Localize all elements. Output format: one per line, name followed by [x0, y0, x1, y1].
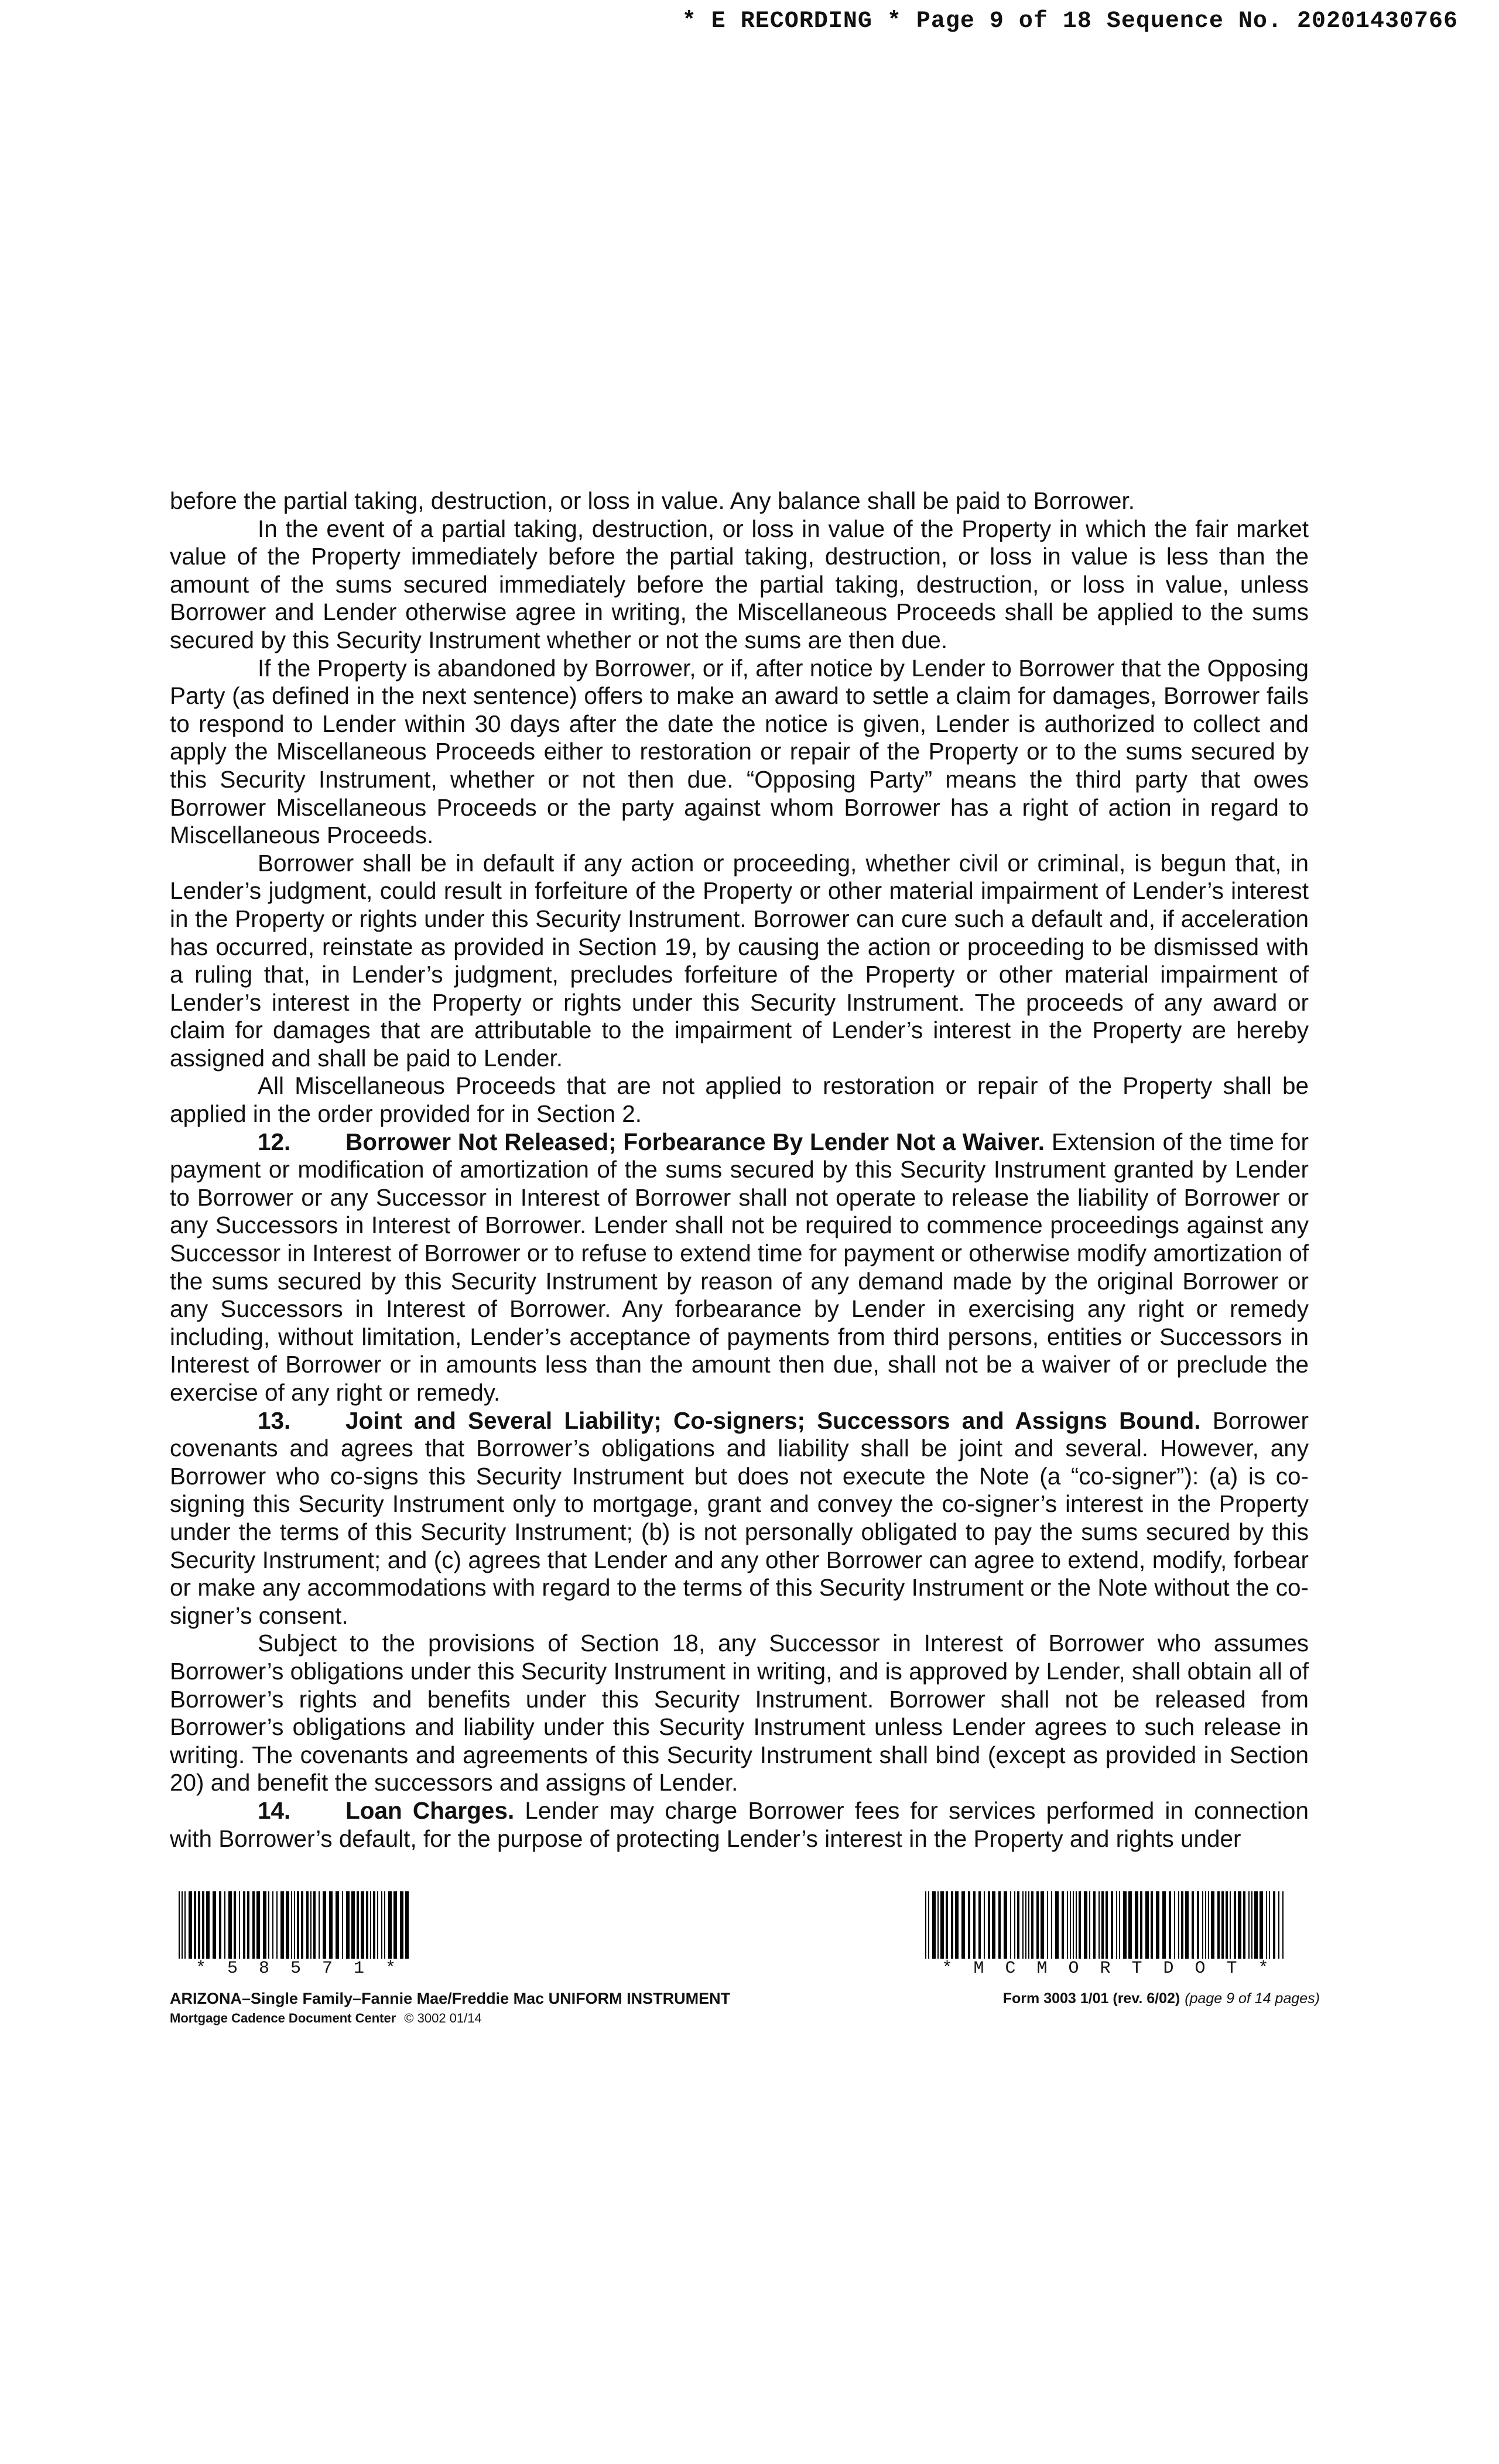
barcode-bar [1017, 1891, 1019, 1959]
section-12 [170, 1128, 1309, 1407]
barcode-bar [961, 1891, 965, 1959]
barcode-bar [1022, 1891, 1024, 1959]
barcode-bar [224, 1891, 225, 1959]
section-number: 14. [258, 1796, 291, 1824]
barcode-bar [940, 1891, 944, 1959]
barcode-bar [182, 1891, 183, 1959]
barcode-bar [955, 1891, 959, 1959]
barcode-bar [313, 1891, 316, 1959]
barcode-bar [294, 1891, 295, 1959]
section-title: Joint and Several Liability; Co-signers; Successors and Assigns Bound. [345, 1406, 1201, 1434]
barcode-bar [1248, 1891, 1250, 1959]
barcode-bar [1151, 1891, 1153, 1959]
barcode-bar [1093, 1891, 1096, 1959]
barcode-bar [1273, 1891, 1275, 1959]
document-center [170, 2009, 730, 2028]
barcode-bar [252, 1891, 255, 1959]
section-title: Loan Charges. [345, 1796, 515, 1824]
barcode-bar [1031, 1891, 1033, 1959]
barcode-bar [1135, 1891, 1138, 1959]
barcode-bar [377, 1891, 378, 1959]
barcode-bar [1208, 1891, 1209, 1959]
barcode-bar [381, 1891, 382, 1959]
barcode-bar [228, 1891, 232, 1959]
barcode-bar [968, 1891, 970, 1959]
paragraph: All Miscellaneous Proceeds that are not applied to restoration or repair of the Property shall be applied in the order provided for in Section 2. [170, 1072, 1309, 1128]
section-14 [170, 1797, 1309, 1853]
barcode-bar [202, 1891, 204, 1959]
paragraph: In the event of a partial taking, destruction, or loss in value of the Property in which the fair market value of the Property immediately before the partial taking, destruction, or loss in value is less than the amount of the sums secured immediately before the partial taking, destruction, or loss in value, unless Borrower and Lender otherwise agree in writing, the Miscellaneous Proceeds shall be applied to the sums secured by this Security Instrument whether or not the sums are then due. [170, 515, 1309, 653]
barcode-bar [184, 1891, 186, 1959]
barcode-bar [992, 1891, 995, 1959]
section-title: Borrower Not Released; Forbearance By Lender Not a Waiver. [345, 1128, 1045, 1155]
section-text: Borrower covenants and agrees that Borrower’s obligations and liability shall be joint and several. However, any Borrower who co-signs this Security Instrument but does not execute the Note (a “co-signer”): (a) is co-signing this Security Instrument only to mortgage, grant and convey the co-signer’s interest in the Property under the terms of this Security Instrument; (b) is not personally obligated to pay the sums secured by this Security Instrument; and (c) agrees that Lender and any other Borrower can agree to extend, modify, forbear or make any accommodations with regard to the terms of this Security Instrument or the Note without the co-signer’s consent. [170, 1406, 1309, 1629]
barcode-bar [247, 1891, 249, 1959]
document-body [170, 487, 1309, 1853]
barcode-bar [1098, 1891, 1100, 1959]
barcode-icon [179, 1891, 413, 1959]
barcode-bar [988, 1891, 990, 1959]
barcode-bar [1178, 1891, 1179, 1959]
barcode-bar [1202, 1891, 1203, 1959]
barcode-bar [1221, 1891, 1224, 1959]
section-number: 12. [258, 1128, 291, 1155]
barcode-bar [393, 1891, 397, 1959]
barcode-bar [1089, 1891, 1090, 1959]
barcode-bar [323, 1891, 326, 1959]
barcode-bar [1047, 1891, 1048, 1959]
barcode-bar [1181, 1891, 1183, 1959]
barcode-bar [272, 1891, 273, 1959]
barcode-bar [1260, 1891, 1263, 1959]
barcode-right [925, 1891, 1285, 1979]
page-indicator: (page 9 of 14 pages) [1185, 1990, 1320, 2007]
barcode-bar [937, 1891, 939, 1959]
barcode-bar [1145, 1891, 1149, 1959]
barcode-bar [357, 1891, 359, 1959]
barcode-bar [1106, 1891, 1108, 1959]
barcode-bar [1197, 1891, 1199, 1959]
barcode-bar [1010, 1891, 1011, 1959]
barcode-bar [928, 1891, 929, 1959]
barcode-bar [297, 1891, 299, 1959]
barcode-bar [370, 1891, 371, 1959]
barcode-bar [1014, 1891, 1015, 1959]
barcode-bar [932, 1891, 936, 1959]
barcode-bar [1036, 1891, 1039, 1959]
barcode-bar [1101, 1891, 1104, 1959]
barcode-bar [1055, 1891, 1059, 1959]
barcode-bar [946, 1891, 948, 1959]
barcode-bar [1169, 1891, 1171, 1959]
barcode-bar [978, 1891, 981, 1959]
barcode-bar [1062, 1891, 1064, 1959]
barcode-bar [1116, 1891, 1117, 1959]
barcode-bar [263, 1891, 266, 1959]
barcode-bar [306, 1891, 309, 1959]
barcode-bar [1174, 1891, 1175, 1959]
barcode-bar [1073, 1891, 1074, 1959]
barcode-bar [179, 1891, 180, 1959]
barcode-bar [336, 1891, 339, 1959]
barcode-bar [1185, 1891, 1189, 1959]
barcode-left [179, 1891, 413, 1979]
barcode-bar [268, 1891, 269, 1959]
section-13 [170, 1407, 1309, 1630]
barcode-bar [1192, 1891, 1194, 1959]
copyright: © 3002 01/14 [404, 2011, 482, 2025]
barcode-bar [219, 1891, 221, 1959]
barcode-bar [329, 1891, 333, 1959]
barcode-bar [998, 1891, 1001, 1959]
barcode-bar [1282, 1891, 1284, 1959]
barcode-bar [1243, 1891, 1245, 1959]
barcode-bar [234, 1891, 236, 1959]
barcode-left-text: * 5 8 5 7 1 * [195, 1959, 396, 1979]
barcode-bar [1205, 1891, 1206, 1959]
barcode-bar [1217, 1891, 1220, 1959]
barcode-bar [400, 1891, 403, 1959]
barcode-bar [198, 1891, 200, 1959]
form-number: Form 3003 1/01 (rev. 6/02) [1002, 1990, 1180, 2007]
barcode-bar [1162, 1891, 1166, 1959]
barcode-bar [239, 1891, 240, 1959]
barcode-bar [1269, 1891, 1270, 1959]
paragraph: If the Property is abandoned by Borrower, or if, after notice by Lender to Borrower that the Opposing Party (as defined in the next sentence) offers to make an award to settle a claim for damages, Borrower fails to respond to Lender within 30 days after the date the notice is given, Lender is authorized to collect and apply the Miscellaneous Proceeds either to restoration or repair of the Property or to the sums secured by this Security Instrument, whether or not then due. “Opposing Party” means the third party that owes Borrower Miscellaneous Proceeds or the party against whom Borrower has a right of action in regard to Miscellaneous Proceeds. [170, 654, 1309, 849]
section-text: Lender may charge Borrower fees for services performed in connection with Borrower’s default, for the purpose of protecting Lender’s interest in the Property and rights under [170, 1796, 1309, 1852]
barcode-bar [1156, 1891, 1159, 1959]
barcode-bar [1111, 1891, 1113, 1959]
barcode-bar [361, 1891, 364, 1959]
barcode-bar [346, 1891, 350, 1959]
barcode-bar [1278, 1891, 1279, 1959]
barcode-bar [1266, 1891, 1267, 1959]
barcode-bar [366, 1891, 368, 1959]
footer-left [170, 1988, 730, 2028]
footer-right [1003, 1988, 1320, 2009]
barcode-bar [1128, 1891, 1132, 1959]
barcode-bar [213, 1891, 216, 1959]
barcode-bar [1211, 1891, 1214, 1959]
barcode-bar [1119, 1891, 1120, 1959]
barcode-bar [1251, 1891, 1252, 1959]
barcode-bar [388, 1891, 392, 1959]
barcode-bar [925, 1891, 926, 1959]
barcode-bar [973, 1891, 976, 1959]
form-title: ARIZONA–Single Family–Fannie Mae/Freddie Mac UNIFORM INSTRUMENT [170, 1990, 731, 2007]
barcode-bar [310, 1891, 312, 1959]
barcode-bar [351, 1891, 355, 1959]
barcode-bar [405, 1891, 409, 1959]
barcode-bar [1234, 1891, 1236, 1959]
barcode-bar [1076, 1891, 1077, 1959]
barcode-bar [286, 1891, 289, 1959]
barcode-bar [243, 1891, 245, 1959]
barcode-bar [301, 1891, 303, 1959]
paragraph: Subject to the provisions of Section 18, any Successor in Interest of Borrower who assumes Borrower’s obligations under this Security Instrument in writing, and is approved by Lender, shall obtain all of Borrower’s rights and benefits under this Security Instrument. Borrower shall not be released from Borrower’s obligations and liability under this Security Instrument unless Lender agrees to such release in writing. The covenants and agreements of this Security Instrument shall bind (except as provided in Section 20) and benefit the successors and assigns of Lender. [170, 1630, 1309, 1796]
barcode-bar [276, 1891, 278, 1959]
barcode-bar [1004, 1891, 1007, 1959]
barcode-right-text: * M C M O R T D O T * [942, 1959, 1269, 1979]
barcode-bar [1025, 1891, 1026, 1959]
barcode-bar [1123, 1891, 1127, 1959]
barcode-bar [1084, 1891, 1087, 1959]
barcode-bar [1226, 1891, 1228, 1959]
barcode-bar [1028, 1891, 1029, 1959]
recording-header: * E RECORDING * Page 9 of 18 Sequence No. 20201430766 [682, 8, 1458, 35]
barcode-bar [206, 1891, 210, 1959]
document-center-name: Mortgage Cadence Document Center [170, 2011, 396, 2025]
barcode-bar [280, 1891, 284, 1959]
barcode-bar [1079, 1891, 1081, 1959]
barcode-bar [1041, 1891, 1044, 1959]
paragraph: Borrower shall be in default if any action or proceeding, whether civil or criminal, is begun that, in Lender’s judgment, could result in forfeiture of the Property or other material impairment of Lender’s interest in the Property or rights under this Security Instrument. Borrower can cure such a default and, if acceleration has occurred, reinstate as provided in Section 19, by causing the action or proceeding to be dismissed with a ruling that, in Lender’s judgment, precludes forfeiture of the Property or other material impairment of Lender’s interest in the Property or rights under this Security Instrument. The proceeds of any award or claim for damages that are attributable to the impairment of Lender’s interest in the Property are hereby assigned and shall be paid to Lender. [170, 849, 1309, 1072]
barcode-icon [925, 1891, 1285, 1959]
section-number: 13. [258, 1406, 291, 1434]
barcode-bar [384, 1891, 385, 1959]
barcode-bar [1254, 1891, 1258, 1959]
paragraph: before the partial taking, destruction, or loss in value. Any balance shall be paid to Borrower. [170, 487, 1135, 514]
barcode-bar [1051, 1891, 1052, 1959]
barcode-bar [373, 1891, 375, 1959]
barcode-bar [291, 1891, 292, 1959]
barcode-bar [189, 1891, 192, 1959]
barcode-bar [984, 1891, 985, 1959]
section-text: Extension of the time for payment or modification of amortization of the sums secured by this Security Instrument granted by Lender to Borrower or any Successor in Interest of Borrower shall not operate to release the liability of Borrower or any Successors in Interest of Borrower. Lender shall not be required to commence proceedings against any Successor in Interest of Borrower or to refuse to extend time for payment or otherwise modify amortization of the sums secured by this Security Instrument by reason of any demand made by the original Borrower or any Successors in Interest of Borrower. Any forbearance by Lender in exercising any right or remedy including, without limitation, Lender’s acceptance of payments from third persons, entities or Successors in Interest of Borrower or in amounts less than the amount then due, shall not be a waiver of or preclude the exercise of any right or remedy. [170, 1128, 1309, 1406]
barcode-bar [1067, 1891, 1068, 1959]
barcode-bar [1140, 1891, 1142, 1959]
barcode-bar [1070, 1891, 1071, 1959]
barcode-bar [342, 1891, 343, 1959]
barcode-bar [1238, 1891, 1241, 1959]
barcode-bar [319, 1891, 320, 1959]
barcode-bar [194, 1891, 196, 1959]
barcode-bar [256, 1891, 260, 1959]
barcode-bar [951, 1891, 953, 1959]
barcode-bar [1230, 1891, 1231, 1959]
